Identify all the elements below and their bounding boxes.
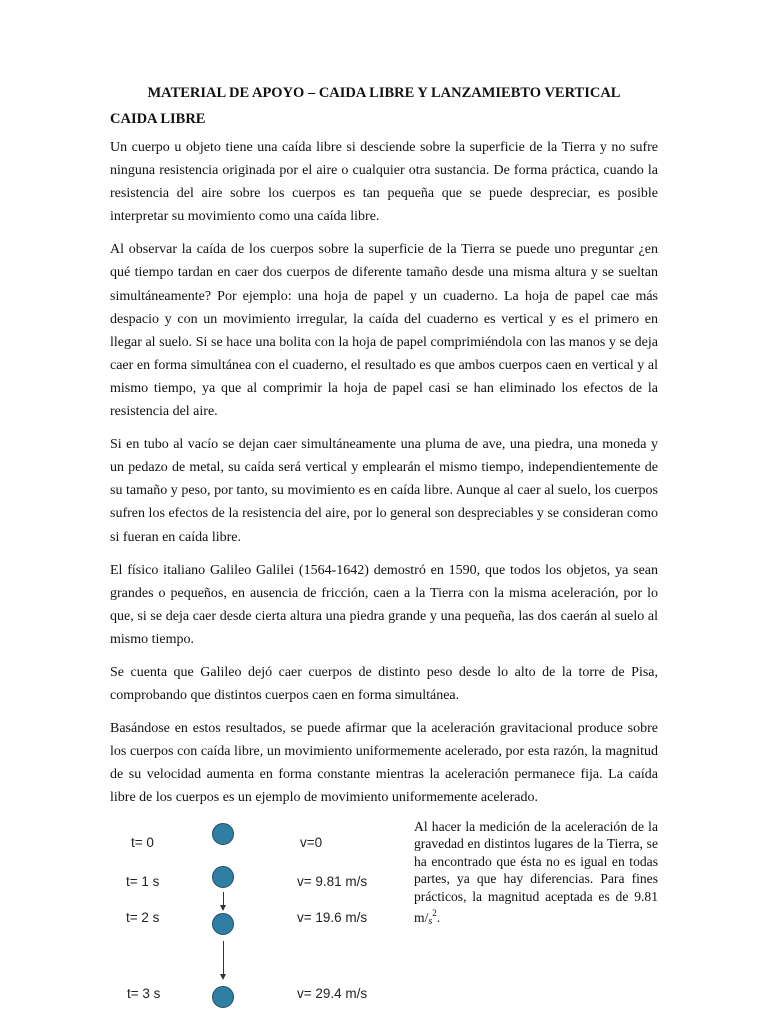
paragraph: Un cuerpo u objeto tiene una caída libre si desciende sobre la superficie de la Tierra y no sufre ninguna resistencia originada por el aire o cualquier otra sustancia. De forma práctica, cuando la resistencia del aire sobre los cuerpos es tan pequeña que se puede despreciar, es posible interpretar su movimiento como una caída libre.: [110, 140, 658, 225]
time-label: t= 3 s: [127, 986, 161, 1001]
time-label: t= 2 s: [126, 910, 160, 925]
velocity-label: v= 19.6 m/s: [297, 910, 368, 925]
time-label: t= 0: [131, 835, 154, 850]
free-fall-figure: [110, 812, 410, 1024]
side-note: [414, 818, 658, 930]
document-title: MATERIAL DE APOYO – CAIDA LIBRE Y LANZAMIEBTO VERTICAL: [147, 85, 621, 101]
section-heading: CAIDA LIBRE: [110, 111, 206, 127]
paragraph: Basándose en estos resultados, se puede afirmar que la aceleración gravitacional produce sobre los cuerpos con caída libre, un movimiento uniformemente acelerado, por esta razón, la magnitud de su velocidad aumenta en forma constante mientras la aceleración permanece fija. La caída libre de los cuerpos es un ejemplo de movimiento uniformemente acelerado.: [110, 721, 658, 806]
velocity-label: v=0: [300, 835, 323, 850]
velocity-label: v= 9.81 m/s: [297, 874, 368, 889]
falling-ball: [212, 866, 234, 888]
velocity-label: v= 29.4 m/s: [297, 986, 368, 1001]
paragraph: Se cuenta que Galileo dejó caer cuerpos de distinto peso desde lo alto de la torre de Pisa, comprobando que distintos cuerpos caen en forma simultánea.: [110, 664, 658, 704]
side-note-text: Al hacer la medición de la aceleración de la gravedad en distintos lugares de la Tierra, se ha encontrado que ésta no es igual en todas partes, ya que hay diferencias. Para fines prácticos, la magnitud aceptada es de 9.81 m/: [414, 819, 658, 926]
paragraph: Si en tubo al vacío se dejan caer simultáneamente una pluma de ave, una piedra, una moneda y un pedazo de metal, su caída será vertical y emplearán el mismo tiempo, independientemente de su tamaño y peso, por tanto, su movimiento es en caída libre. Aunque al caer al suelo, los cuerpos sufren los efectos de la resistencia del aire, por lo general son despreciables y se consideran como si fueran en caída libre.: [110, 437, 658, 545]
document-body: [110, 136, 658, 820]
side-note-end: .: [436, 910, 441, 926]
falling-ball: [212, 913, 234, 935]
unit-superscript: 2: [432, 908, 437, 919]
paragraph: El físico italiano Galileo Galilei (1564-1642) demostró en 1590, que todos los objetos, ya sean grandes o pequeños, en ausencia de fricción, caen a la Tierra con la misma aceleración, por lo que, si se deja caer desde cierta altura una piedra grande y una pequeña, las dos caerán al suelo al mismo tiempo.: [110, 562, 658, 647]
unit-subscript: s: [428, 916, 433, 928]
paragraph: Al observar la caída de los cuerpos sobre la superficie de la Tierra se puede uno preguntar ¿en qué tiempo tardan en caer dos cuerpos de diferente tamaño desde una misma altura y se sueltan simultáneamente? Por ejemplo: una hoja de papel y un cuaderno. La hoja de papel cae más despacio y con un movimiento irregular, la caída del cuaderno es vertical y es el primero en llegar al suelo. Si se hace una bolita con la hoja de papel comprimiéndola con las manos y se deja caer en forma simultánea con el cuaderno, el resultado es que ambos cuerpos caen en vertical y al mismo tiempo, ya que al comprimir la hoja de papel casi se han eliminado los efectos de la resistencia del aire.: [110, 242, 658, 420]
time-label: t= 1 s: [126, 874, 160, 889]
falling-ball: [212, 823, 234, 845]
falling-ball: [212, 986, 234, 1008]
